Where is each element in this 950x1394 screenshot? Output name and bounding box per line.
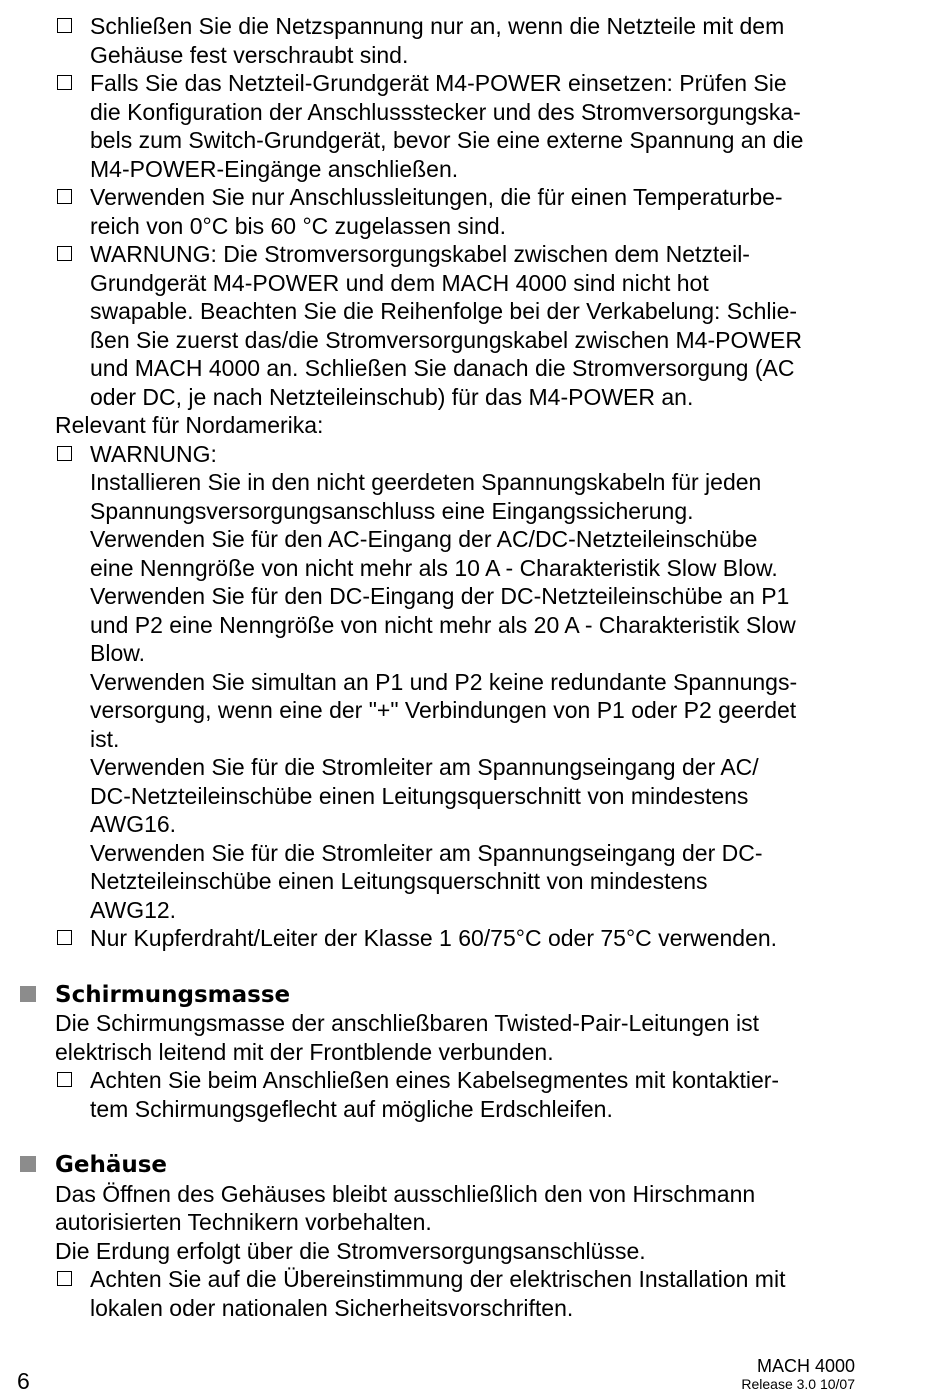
footer-product: MACH 4000 — [756, 1356, 855, 1376]
text-line: ßen Sie zuerst das/die Stromversorgungskabel zwischen M4-POWER — [90, 326, 803, 353]
checkbox-icon — [57, 18, 72, 33]
text-line: reich von 0°C bis 60 °C zugelassen sind. — [90, 212, 506, 239]
checkbox-icon — [57, 246, 72, 261]
schirmungsmasse-content — [0, 1009, 950, 1123]
text-line: Verwenden Sie für den AC-Eingang der AC/DC-Netzteileinschübe — [90, 526, 758, 552]
section-marker-icon — [20, 1156, 36, 1172]
text-line: WARNUNG: Die Stromversorgungskabel zwischen dem Netzteil- — [90, 241, 750, 267]
text-line: Grundgerät M4-POWER und dem MACH 4000 sind nicht hot — [90, 269, 709, 296]
text-line: versorgung, wenn eine der "+" Verbindungen von P1 oder P2 geerdet — [90, 697, 797, 723]
text-line: oder DC, je nach Netzteileinschub) für das M4-POWER an. — [90, 383, 694, 410]
warning-subparagraph — [90, 468, 865, 525]
section-title: Schirmungsmasse — [55, 981, 291, 1008]
checklist-item — [0, 69, 865, 183]
text-line: Die Schirmungsmasse der anschließbaren Twisted-Pair-Leitungen ist — [55, 1010, 759, 1036]
checkbox-icon — [57, 446, 72, 461]
text-line: lokalen oder nationalen Sicherheitsvorschriften. — [90, 1294, 574, 1321]
text-line: DC-Netzteileinschübe einen Leitungsquerschnitt von mindestens — [90, 782, 749, 809]
section-heading-gehaeuse — [0, 1151, 950, 1180]
checkbox-icon — [57, 930, 72, 945]
text-line: AWG16. — [90, 811, 177, 837]
text-line: Installieren Sie in den nicht geerdeten Spannungskabeln für jeden — [90, 469, 762, 495]
text-line: Spannungsversorgungsanschluss eine Eingangssicherung. — [90, 497, 694, 524]
text-line: eine Nenngröße von nicht mehr als 10 A - Charakteristik Slow Blow. — [90, 554, 778, 581]
text-line: Verwenden Sie für die Stromleiter am Spannungseingang der AC/ — [90, 754, 759, 780]
text-line: und P2 eine Nenngröße von nicht mehr als 20 A - Charakteristik Slow — [90, 611, 796, 638]
text-line: Nur Kupferdraht/Leiter der Klasse 1 60/75°C oder 75°C verwenden. — [90, 925, 778, 951]
section-title: Gehäuse — [55, 1152, 168, 1178]
warning-subparagraph — [90, 668, 865, 754]
paragraph — [0, 411, 865, 440]
checklist-item — [0, 12, 865, 69]
text-line: Schließen Sie die Netzspannung nur an, wenn die Netzteile mit dem — [90, 13, 785, 39]
safety-notes — [0, 12, 950, 953]
text-line: und MACH 4000 an. Schließen Sie danach die Stromversorgung (AC — [90, 355, 795, 381]
checklist-item — [0, 1066, 865, 1123]
checklist-item — [0, 924, 865, 953]
checklist-item — [0, 183, 865, 240]
text-line: Netzteileinschübe einen Leitungsquerschnitt von mindestens — [90, 868, 708, 894]
text-line: Das Öffnen des Gehäuses bleibt ausschließlich den von Hirschmann — [55, 1180, 756, 1207]
warning-subparagraph — [90, 753, 865, 839]
paragraph — [0, 1009, 865, 1066]
checklist-item — [0, 440, 865, 925]
text-line: Achten Sie beim Anschließen eines Kabelsegmentes mit kontaktier- — [90, 1067, 780, 1093]
footer-release: Release 3.0 10/07 — [741, 1376, 855, 1392]
checkbox-icon — [57, 1072, 72, 1087]
text-line: bels zum Switch-Grundgerät, bevor Sie eine externe Spannung an die — [90, 127, 804, 153]
footer-info — [741, 1356, 855, 1392]
document-body — [0, 12, 950, 1322]
text-line: swapable. Beachten Sie die Reihenfolge bei der Verkabelung: Schlie- — [90, 298, 798, 324]
text-line: Achten Sie auf die Übereinstimmung der elektrischen Installation mit — [90, 1266, 786, 1292]
warning-subparagraph — [90, 525, 865, 582]
text-line: Verwenden Sie für die Stromleiter am Spannungseingang der DC- — [90, 839, 763, 866]
text-line: Gehäuse fest verschraubt sind. — [90, 41, 409, 68]
text-line: Blow. — [90, 640, 145, 666]
text-line: Die Erdung erfolgt über die Stromversorgungsanschlüsse. — [55, 1237, 646, 1264]
checklist-item — [0, 240, 865, 411]
text-line: tem Schirmungsgeflecht auf mögliche Erdschleifen. — [90, 1095, 613, 1122]
text-line: Falls Sie das Netzteil-Grundgerät M4-POWER einsetzen: Prüfen Sie — [90, 70, 787, 96]
section-marker-icon — [20, 986, 36, 1002]
page-number: 6 — [17, 1368, 30, 1394]
text-line: WARNUNG: — [90, 440, 217, 467]
section-heading-schirmungsmasse — [0, 981, 950, 1010]
text-line: M4-POWER-Eingänge anschließen. — [90, 155, 459, 182]
paragraph — [0, 1180, 865, 1266]
checklist-item — [0, 1265, 865, 1322]
text-line: autorisierten Technikern vorbehalten. — [55, 1209, 432, 1235]
text-line: Verwenden Sie nur Anschlussleitungen, die für einen Temperaturbe- — [90, 184, 783, 210]
text-line: Relevant für Nordamerika: — [55, 412, 324, 438]
checkbox-icon — [57, 75, 72, 90]
text-line: Verwenden Sie simultan an P1 und P2 keine redundante Spannungs- — [90, 668, 798, 695]
warning-subparagraph — [90, 582, 865, 668]
text-line: Verwenden Sie für den DC-Eingang der DC-Netzteileinschübe an P1 — [90, 583, 790, 609]
warning-subparagraph — [90, 839, 865, 925]
text-line: ist. — [90, 725, 120, 752]
checkbox-icon — [57, 1271, 72, 1286]
checkbox-icon — [57, 189, 72, 204]
text-line: elektrisch leitend mit der Frontblende verbunden. — [55, 1038, 554, 1065]
text-line: AWG12. — [90, 896, 177, 923]
gehaeuse-content — [0, 1180, 950, 1323]
text-line: die Konfiguration der Anschlussstecker und des Stromversorgungska- — [90, 98, 801, 125]
